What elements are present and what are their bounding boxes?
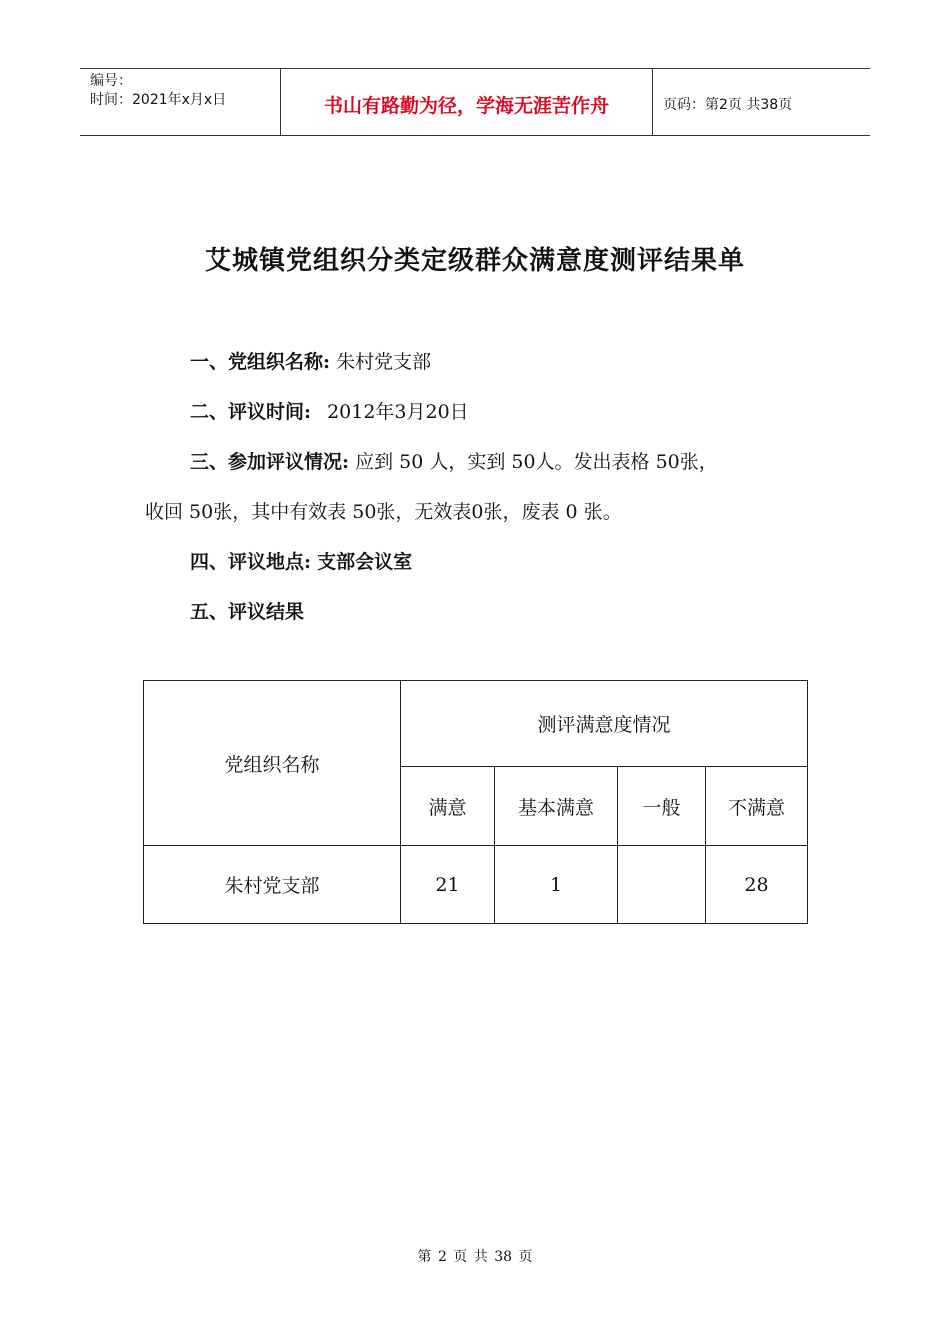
header-page-info: 页码：第2页 共38页 [663, 97, 793, 113]
time-label: 时间：2021年x月x日 [90, 92, 227, 108]
cell-dissatisfied: 28 [706, 846, 808, 924]
org-name-header: 党组织名称 [144, 681, 401, 846]
number-label: 编号： [90, 73, 132, 89]
row-org-name: 朱村党支部 [144, 846, 401, 924]
section-org-name [190, 347, 431, 374]
header-motto: 书山有路勤为径，学海无涯苦作舟 [281, 69, 653, 135]
section-label: 五、评议结果 [190, 601, 305, 623]
section-label: 二、评议时间: [190, 401, 312, 423]
col-header-average: 一般 [618, 767, 706, 846]
section-label: 三、参加评议情况: [190, 451, 350, 473]
section-label: 四、评议地点: [190, 551, 312, 573]
review-location-value: 支部会议室 [317, 551, 413, 573]
section-label: 一、党组织名称: [190, 351, 331, 373]
section-participation [190, 447, 718, 474]
result-table [143, 680, 808, 924]
section-review-location [190, 547, 412, 574]
review-time-value: 2012年3月20日 [327, 401, 469, 423]
result-table-wrap [143, 680, 808, 924]
satisfaction-group-header: 测评满意度情况 [401, 681, 808, 767]
section-review-result [190, 597, 304, 624]
org-name-value: 朱村党支部 [336, 351, 432, 373]
col-header-basically-satisfied: 基本满意 [495, 767, 618, 846]
table-row [144, 846, 808, 924]
col-header-dissatisfied: 不满意 [706, 767, 808, 846]
header-meta [80, 69, 281, 135]
page-header [80, 68, 870, 136]
participation-line1: 应到 50 人，实到 50人。发出表格 50张， [355, 451, 718, 473]
section-review-time [190, 397, 469, 424]
participation-line2: 收回 50张，其中有效表 50张，无效表0张，废表 0 张。 [145, 501, 622, 523]
cell-satisfied: 21 [401, 846, 495, 924]
document-title: 艾城镇党组织分类定级群众满意度测评结果单 [204, 246, 745, 276]
page-footer: 第 2 页 共 38 页 [417, 1249, 533, 1265]
col-header-satisfied: 满意 [401, 767, 495, 846]
cell-basically-satisfied: 1 [495, 846, 618, 924]
cell-average [618, 846, 706, 924]
